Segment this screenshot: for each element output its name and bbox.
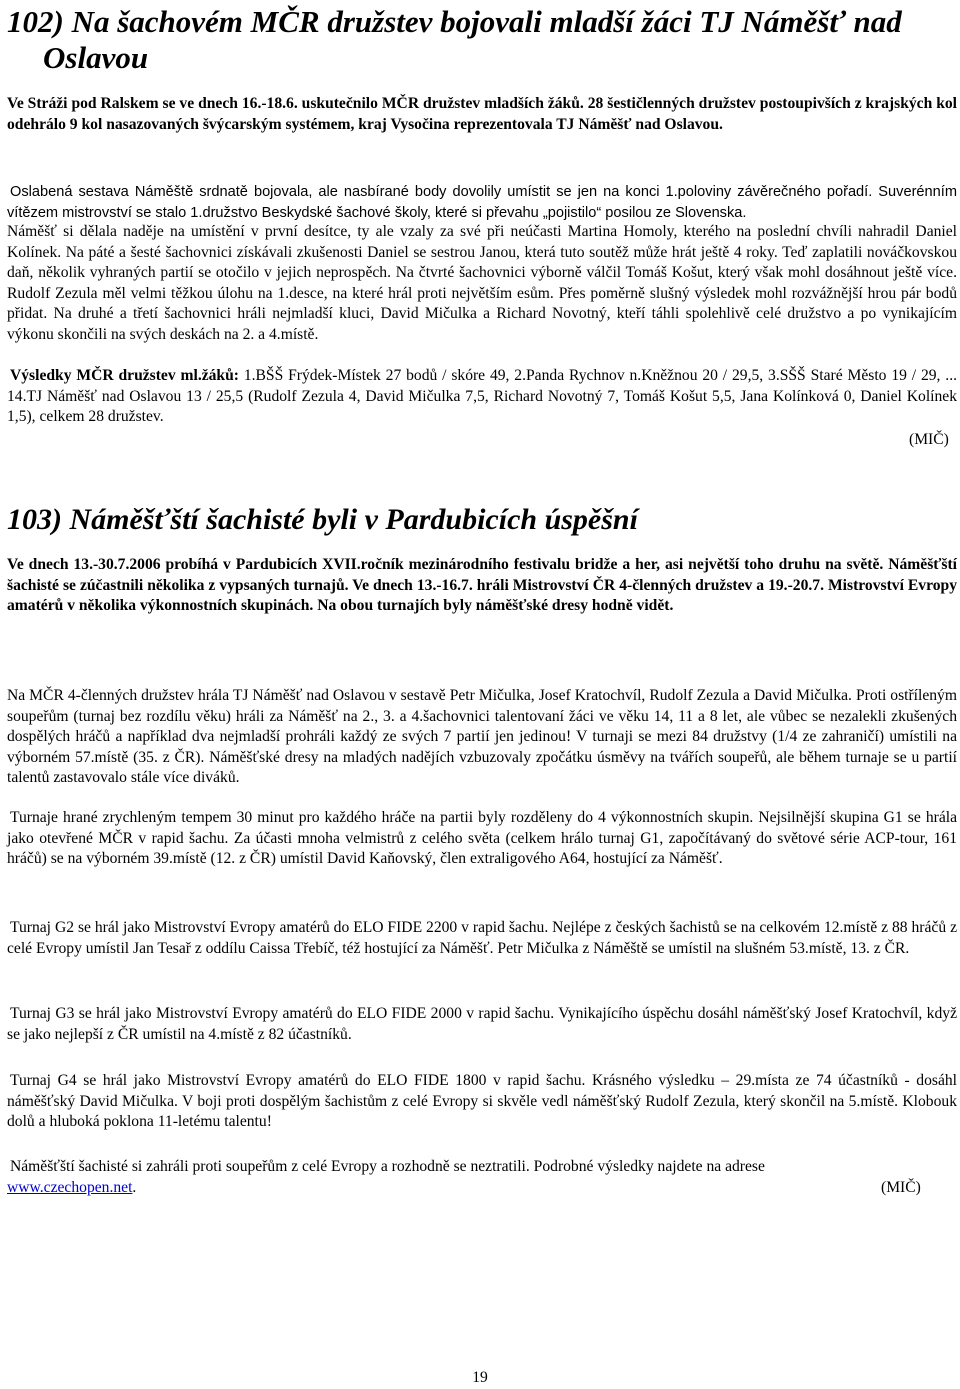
- article-2-paragraph-3: Turnaj G2 se hrál jako Mistrovství Evropy amatérů do ELO FIDE 2200 v rapid šachu. Nejlépe z českých šachistů se na celkovém 12.místě z 88 hráčů z celé Evropy umístil Jan Tesař z oddílu Caissa Třebíč, též hostující za Náměšť. Petr Mičulka z Náměště se umístil na slušném 53.místě, 13. z ČR.: [7, 919, 957, 957]
- article-1-title-line-1: 102) Na šachovém MČR družstev bojovali mladší žáci TJ Náměšť nad: [7, 4, 902, 39]
- article-2-paragraph-1: Na MČR 4-členných družstev hrála TJ Náměšť nad Oslavou v sestavě Petr Mičulka, Josef Kratochvíl, Rudolf Zezula a David Mičulka. Proti ostříleným soupeřům (turnaj bez rozdílu věku) hráli za Náměšť na 2., 3. a 4.šachovnici talentovaní žáci ve věku 14, 11 a 8 let, ale vůbec se nezalekli zkušených dospělých hráčů a například dva nejmladší prohráli každý ze svých 7 partií jen jedinou! V turnaji se mezi 84 družstvy (1/4 ze zahraničí) umístili na výborném 57.místě (35. z ČR). Náměšťské dresy na mladých nadějích vzbuzovaly zpočátku úsměvy na tvářích soupeřů, ale během turnaje se u partií talentů zastavovalo stále více diváků.: [7, 687, 957, 786]
- results-text: 1.BŠŠ Frýdek-Místek 27 bodů / skóre 49, 2.Panda Rychnov n.Kněžnou 20 / 29,5, 3.SŠŠ Staré Město 19 / 29, ... 14.TJ Náměšť nad Oslavou 13 / 25,5 (Rudolf Zezula 4, David Mičulka 7,5, Richard Novotný 7, Tomáš Košut 5,5, Jana Kolínková 0, Daniel Kolínek 1,5), celkem 28 družstev.: [7, 367, 957, 425]
- article-1-title-line-2: Oslavou: [43, 40, 149, 75]
- article-2-paragraph-2: Turnaje hrané zrychleným tempem 30 minut pro každého hráče na partii byly rozděleny do 4 výkonnostních skupin. Nejsilnější skupina G1 se hrála jako otevřené MČR v rapid šachu. Za účasti mnoha velmistrů z celého světa (celkem hrálo turnaj G1, započítávaný do světové série ACP-tour, 161 hráčů) se na výborném 39.místě (12. z ČR) umístil David Kaňovský, člen extraligového A64, hostující za Náměšť.: [7, 809, 957, 867]
- czechopen-link[interactable]: www.czechopen.net: [7, 1179, 133, 1196]
- article-2-paragraph-4: Turnaj G3 se hrál jako Mistrovství Evropy amatérů do ELO FIDE 2000 v rapid šachu. Vynikajícího úspěchu dosáhl náměšťský Josef Kratochvíl, když se jako nejlepší z ČR umístil na 4.místě z 82 účastníků.: [7, 1005, 957, 1043]
- article-1-results: [7, 366, 957, 428]
- article-2-paragraph-5: Turnaj G4 se hrál jako Mistrovství Evropy amatérů do ELO FIDE 1800 v rapid šachu. Krásného výsledku – 29.místa ze 74 účastníků - dosáhl náměšťský David Mičulka. V boji proti dospělým šachistům z celé Evropy si skvěle vedl náměšťský Rudolf Zezula, který skončil na 5.místě. Klobouk dolů a hluboká poklona 11-letému talentu!: [7, 1072, 957, 1130]
- article-2-paragraph-6: [7, 1157, 957, 1178]
- article-1-intro: Ve Stráži pod Ralskem se ve dnech 16.-18.6. uskutečnilo MČR družstev mladších žáků. 28 šestičlenných družstev postoupivších z krajských kol odehrálo 9 kol nasazovaných švýcarským systémem, kraj Vysočina reprezentovala TJ Náměšť nad Oslavou.: [7, 95, 957, 133]
- article-1-body: Náměšť si dělala naděje na umístění v první desítce, ty ale vzaly za své při neúčasti Martina Homoly, kterého na poslední chvíli nahradil Daniel Kolínek. Na páté a šesté šachovnici získávali zkušenosti Daniel se sestrou Janou, která tuto soutěž může hrát ještě 4 roky. Teď zaplatili nováčkovskou daň, několik vyhraných partií se otočilo v jejich neprospěch. Na čtvrté šachovnici výborně válčil Tomáš Košut, který však mohl dosáhnout ještě více. Rudolf Zezula měl velmi těžkou úlohu na 1.desce, na které hrál proti největším esům. Přes poměrně slušný výsledek mohl rozvážnější hrou pár bodů přidat. Na druhé a třetí šachovnici hráli nejmladší kluci, David Mičulka a Richard Novotný, kteří táhli spolehlivě celé družstvo a po vynikajícím výkonu skončili na svých deskách na 2. a 4.místě.: [7, 223, 957, 343]
- closing-text: Náměšťští šachisté si zahráli proti soupeřům z celé Evropy a rozhodně se neztratili. Podrobné výsledky najdete na adrese: [10, 1158, 765, 1175]
- results-label: Výsledky MČR družstev ml.žáků:: [10, 367, 239, 384]
- closing-link-after: .: [132, 1179, 137, 1196]
- article-2-signature: (MIČ): [881, 1179, 921, 1196]
- closing-link-line: [7, 1178, 136, 1199]
- article-1-signature: (MIČ): [909, 431, 949, 448]
- article-2-title: 103) Náměšťští šachisté byli v Pardubicích úspěšní: [7, 503, 638, 536]
- page-number: 19: [472, 1369, 488, 1386]
- article-1-body-sans: Oslabená sestava Náměště srdnatě bojovala, ale nasbírané body dovolily umístit se jen na konci 1.poloviny závěrečného pořadí. Suverénním vítězem mistrovství se stalo 1.družstvo Beskydské šachové školy, které si převahu „pojistilo“ posilou ze Slovenska.: [7, 184, 957, 221]
- article-2-lead: Ve dnech 13.-30.7.2006 probíhá v Pardubicích XVII.ročník mezinárodního festivalu bridže a her, asi největší toho druhu na světě. Náměšťští šachisté se zúčastnili několika z vypsaných turnajů. Ve dnech 13.-16.7. hráli Mistrovství ČR 4-členných družstev a 19.-20.7. Mistrovství Evropy amatérů v několika výkonnostních skupinách. Na obou turnajích byly náměšťské dresy hodně vidět.: [7, 556, 957, 614]
